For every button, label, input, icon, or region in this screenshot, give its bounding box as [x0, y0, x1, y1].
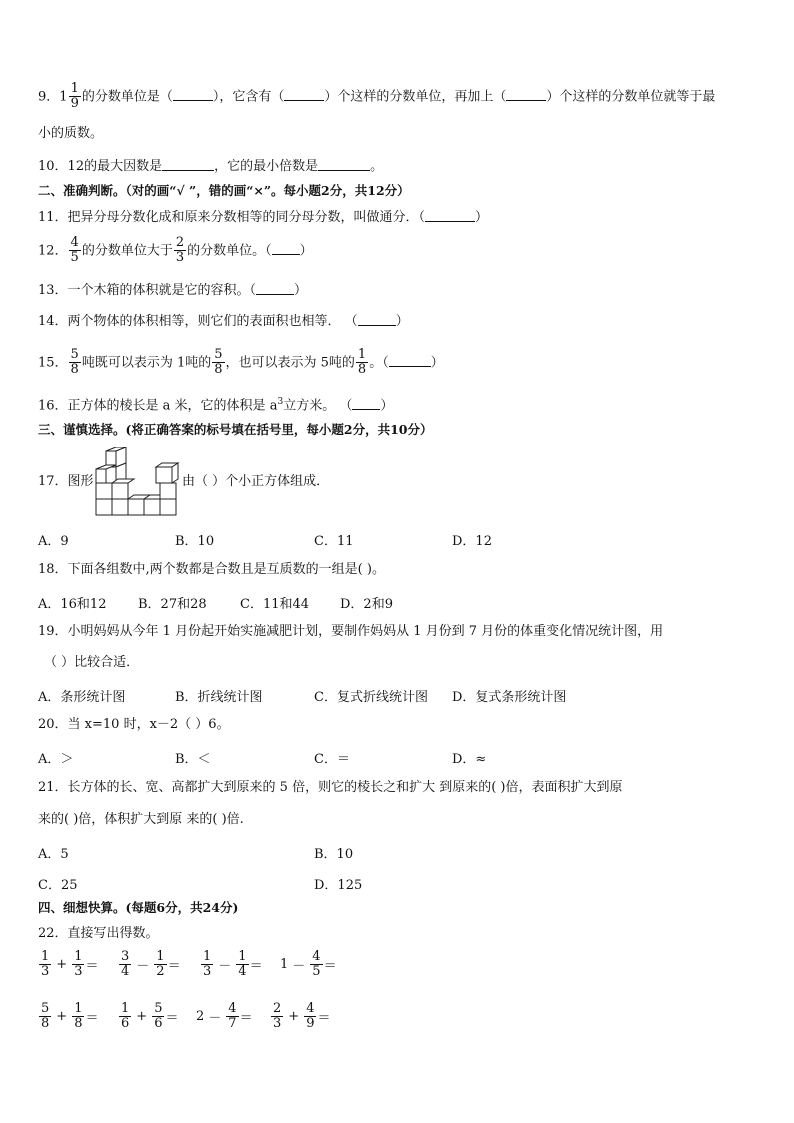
numerator: 4	[228, 1001, 237, 1016]
question-10	[38, 158, 383, 175]
denominator: 8	[74, 1016, 83, 1032]
denominator: 9	[306, 1016, 315, 1032]
numerator: 1	[74, 1001, 83, 1016]
denominator: 7	[228, 1016, 237, 1032]
q15-fraction-a	[69, 348, 81, 378]
question-19: 19．小明妈妈从今年 1 月份起开始实施减肥计划，要制作妈妈从 1 月份到 7 月份的体重变化情况统计图，用	[38, 624, 664, 639]
q12-text-1: 的分数单位大于	[81, 243, 173, 259]
q17-text: 由（ ）个小正方体组成．	[182, 474, 330, 489]
numerator: 5	[41, 1001, 50, 1016]
question-9-continued: 小的质数。	[38, 126, 104, 141]
equals-sign: ＝	[85, 959, 99, 975]
q13-blank[interactable]	[256, 282, 294, 295]
q15-a-denominator: 8	[70, 362, 79, 378]
q16-blank[interactable]	[352, 397, 380, 410]
calc-fraction	[201, 950, 213, 980]
q21-option-c[interactable]: C．25	[38, 878, 78, 893]
denominator: 3	[74, 964, 83, 980]
q15-a-numerator: 5	[70, 347, 79, 362]
question-15	[38, 348, 444, 378]
denominator: 3	[203, 964, 212, 980]
q12-a-numerator: 4	[70, 235, 79, 250]
denominator: 3	[41, 964, 50, 980]
q13-text: 13．一个木箱的体积就是它的容积。（	[38, 283, 257, 298]
q15-b-denominator: 8	[214, 362, 223, 378]
question-20: 20．当 x=10 时，x－2（ ）6。	[38, 717, 230, 732]
q15-number: 15．	[38, 355, 68, 371]
q16-text-2: 立方米。 （	[283, 398, 353, 414]
equals-sign: ＝	[85, 1011, 99, 1027]
q9-blank-2[interactable]	[284, 88, 324, 101]
q16-text-1: 16．正方体的棱长是 a 米，它的体积是 a	[38, 398, 278, 414]
cube-figure	[94, 447, 180, 517]
calc-fraction	[304, 1002, 316, 1032]
q9-blank-1[interactable]	[173, 88, 213, 101]
calc-item	[200, 950, 263, 980]
q19-option-a[interactable]: A．条形统计图	[38, 690, 126, 705]
q12-number: 12．	[38, 243, 68, 259]
q15-fraction-c	[356, 348, 368, 378]
numerator: 4	[306, 1001, 315, 1016]
question-9	[38, 82, 715, 112]
numerator: 1	[121, 1001, 130, 1016]
q15-fraction-b	[212, 348, 224, 378]
operator: －	[136, 959, 150, 975]
q17-option-d[interactable]: D．12	[452, 534, 492, 549]
calc-fraction	[154, 950, 166, 980]
calc-fraction	[39, 1002, 51, 1032]
q18-option-b[interactable]: B．27和28	[138, 597, 207, 612]
q9-mixed-whole: 1	[59, 89, 68, 105]
calc-fraction	[226, 1002, 238, 1032]
q15-text-3: 。（	[369, 355, 389, 371]
q10-text-3: 。	[370, 159, 384, 174]
q9-text-4: ）个这样的分数单位就等于最	[546, 89, 716, 105]
question-21: 21．长方体的长、宽、高都扩大到原来的 5 倍，则它的棱长之和扩大 到原来的( )倍，表面积扩大到原	[38, 780, 623, 795]
q13-end: ）	[294, 283, 308, 298]
q18-option-c[interactable]: C．11和44	[240, 597, 310, 612]
denominator: 4	[238, 964, 247, 980]
section-3-heading: 三、谨慎选择。(将正确答案的标号填在括号里，每小题2分，共10分）	[38, 422, 433, 437]
q12-blank[interactable]	[272, 242, 300, 255]
question-21-continued: 来的( )倍，体积扩大到原 来的( )倍.	[38, 812, 244, 827]
whole-number: 2	[196, 1009, 205, 1025]
q14-end: ）	[395, 314, 409, 329]
question-12	[38, 236, 313, 266]
calc-fraction	[152, 1002, 164, 1032]
operator: －	[218, 959, 232, 975]
q20-option-c[interactable]: C．＝	[314, 752, 350, 767]
q12-text-2: 的分数单位。（	[187, 243, 272, 259]
question-19-continued: （ ）比较合适．	[44, 655, 140, 670]
q15-b-numerator: 5	[214, 347, 223, 362]
question-18: 18．下面各组数中,两个数都是合数且是互质数的一组是( )。	[38, 562, 385, 577]
calc-item	[270, 1002, 330, 1032]
q20-option-a[interactable]: A．＞	[38, 752, 74, 767]
q15-text-1: 吨既可以表示为 1吨的	[81, 355, 212, 371]
calc-item	[38, 1002, 98, 1032]
q15-blank[interactable]	[389, 354, 431, 367]
equals-sign: ＝	[239, 1011, 253, 1027]
denominator: 5	[312, 964, 321, 980]
operator: －	[208, 1011, 222, 1027]
q9-text-3: ）个这样的分数单位，再加上（	[324, 89, 507, 105]
calc-fraction	[39, 950, 51, 980]
q21-option-a[interactable]: A．5	[38, 847, 69, 862]
calc-fraction	[236, 950, 248, 980]
section-4-heading: 四、细想快算。(每题6分，共24分)	[38, 900, 239, 915]
q19-option-c[interactable]: C．复式折线统计图	[314, 690, 428, 705]
question-11	[38, 209, 488, 226]
q15-text-2: ，也可以表示为 5吨的	[225, 355, 355, 371]
numerator: 1	[238, 949, 247, 964]
q19-option-d[interactable]: D．复式条形统计图	[452, 690, 567, 705]
q21-option-d[interactable]: D．125	[314, 878, 363, 893]
q9-text-1: 的分数单位是（	[81, 89, 173, 105]
q12-fraction-b	[174, 236, 186, 266]
q15-end: ）	[430, 355, 444, 371]
equals-sign: ＝	[317, 1011, 331, 1027]
numerator: 1	[156, 949, 165, 964]
q14-blank[interactable]	[358, 313, 396, 326]
calc-item	[38, 950, 98, 980]
q15-c-denominator: 8	[357, 362, 367, 378]
q18-option-d[interactable]: D．2和9	[340, 597, 393, 612]
denominator: 3	[273, 1016, 282, 1032]
numerator: 1	[203, 949, 212, 964]
denominator: 2	[156, 964, 165, 980]
calc-fraction	[271, 1002, 283, 1032]
denominator: 6	[121, 1016, 130, 1032]
equals-sign: ＝	[323, 959, 337, 975]
numerator: 5	[154, 1001, 163, 1016]
q9-blank-3[interactable]	[506, 88, 546, 101]
q14-text: 14．两个物体的体积相等，则它们的表面积也相等． （	[38, 314, 358, 329]
q20-option-d[interactable]: D．≈	[452, 752, 487, 767]
q12-b-denominator: 3	[175, 250, 185, 266]
operator: －	[292, 959, 306, 975]
q10-text-2: ，它的最小倍数是	[214, 159, 319, 174]
question-22: 22．直接写出得数。	[38, 926, 159, 941]
q9-denominator: 9	[70, 96, 79, 112]
calc-fraction	[119, 950, 131, 980]
q9-text-2: ），它含有（	[212, 89, 285, 105]
q18-option-a[interactable]: A．16和12	[38, 597, 107, 612]
q9-number: 9．	[38, 89, 60, 105]
denominator: 6	[154, 1016, 163, 1032]
q17-number: 17．图形	[38, 474, 94, 489]
q19-option-b[interactable]: B．折线统计图	[175, 690, 263, 705]
equals-sign: ＝	[165, 1011, 179, 1027]
question-13	[38, 282, 307, 299]
q12-fraction-a	[69, 236, 81, 266]
q17-option-a[interactable]: A．9	[38, 534, 69, 549]
equals-sign: ＝	[167, 959, 181, 975]
calc-fraction	[72, 950, 84, 980]
calc-item	[280, 950, 337, 980]
numerator: 3	[121, 949, 130, 964]
q21-option-b[interactable]: B．10	[314, 847, 354, 862]
q10-blank-1[interactable]	[162, 158, 214, 171]
calc-item	[118, 950, 181, 980]
operator: +	[288, 1009, 300, 1025]
equals-sign: ＝	[249, 959, 263, 975]
q17-option-c[interactable]: C．11	[314, 534, 354, 549]
section-2-heading: 二、准确判断。（对的画“√ ”，错的画“×”。每小题2分，共12分）	[38, 183, 410, 198]
q9-fraction	[69, 82, 81, 112]
numerator: 2	[273, 1001, 282, 1016]
q16-exponent: 3	[277, 397, 284, 407]
q17-option-b[interactable]: B．10	[175, 534, 215, 549]
denominator: 8	[41, 1016, 50, 1032]
question-16	[38, 397, 393, 414]
calc-item	[196, 1002, 253, 1032]
numerator: 1	[74, 949, 83, 964]
q11-blank[interactable]	[425, 209, 475, 222]
q16-end: ）	[380, 398, 394, 414]
q12-b-numerator: 2	[175, 235, 185, 250]
question-17	[38, 474, 94, 490]
calc-item	[118, 1002, 178, 1032]
q11-text: 11．把异分母分数化成和原来分数相等的同分母分数，叫做通分．（	[38, 210, 426, 225]
denominator: 4	[121, 964, 130, 980]
operator: +	[136, 1009, 148, 1025]
whole-number: 1	[280, 957, 289, 973]
calc-fraction	[310, 950, 322, 980]
numerator: 4	[312, 949, 321, 964]
q9-numerator: 1	[70, 81, 79, 96]
q11-end: ）	[475, 210, 489, 225]
q10-blank-2[interactable]	[318, 158, 370, 171]
numerator: 1	[41, 949, 50, 964]
q15-c-numerator: 1	[357, 347, 367, 362]
q12-end: ）	[299, 243, 313, 259]
question-14	[38, 313, 409, 330]
operator: +	[56, 957, 68, 973]
calc-fraction	[72, 1002, 84, 1032]
q12-a-denominator: 5	[70, 250, 79, 266]
calc-fraction	[119, 1002, 131, 1032]
q20-option-b[interactable]: B．＜	[175, 752, 211, 767]
q10-text-1: 10．12的最大因数是	[38, 159, 163, 174]
operator: +	[56, 1009, 68, 1025]
